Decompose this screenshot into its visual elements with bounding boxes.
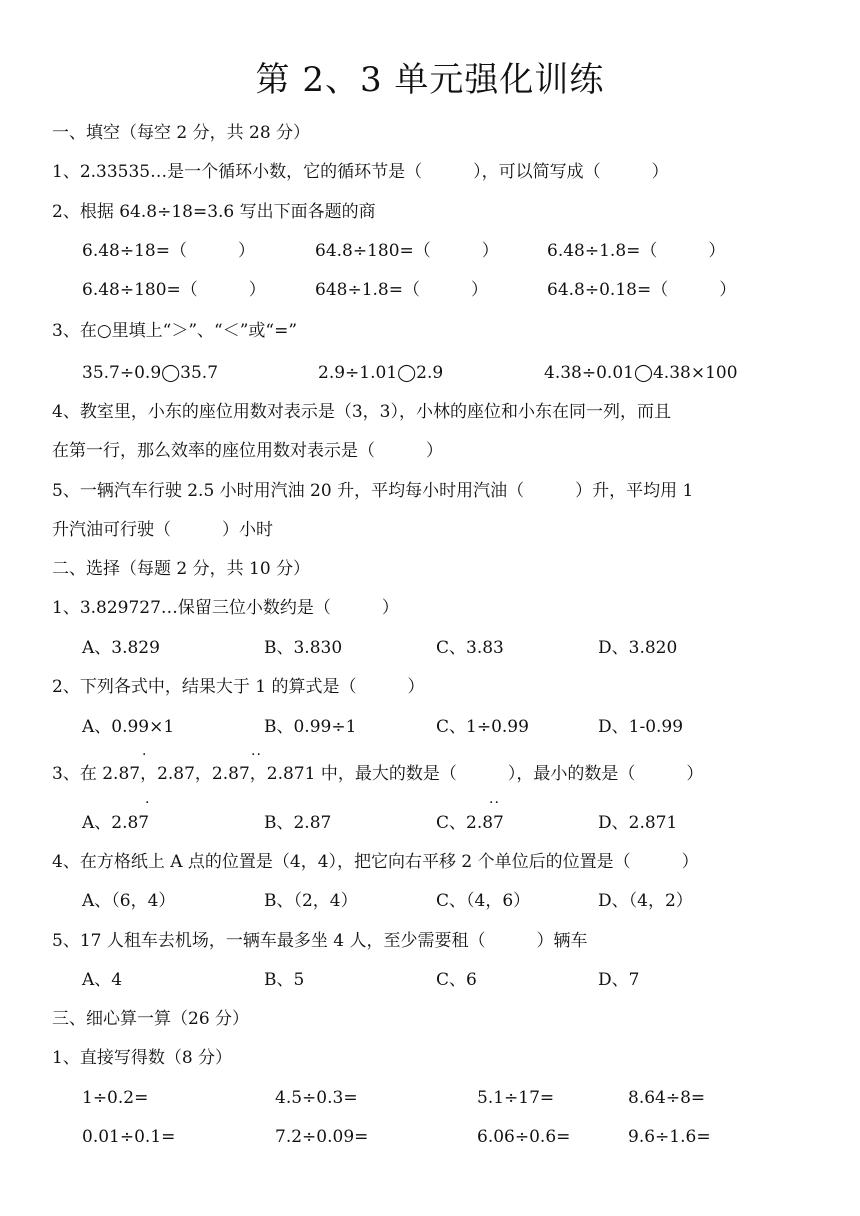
repeat-dot: ·: [145, 795, 151, 811]
fill-q5-line1: 5、一辆汽车行驶 2.5 小时用汽油 20 升，平均每小时用汽油（ ）升，平均用 1: [52, 481, 694, 501]
fill-q4-line2: 在第一行，那么效率的座位用数对表示是（ ）: [52, 441, 443, 461]
choice-option: C、6: [436, 970, 477, 990]
choice-option: B、3.830: [264, 638, 343, 658]
choice-option: B、0.99÷1: [264, 717, 357, 737]
choice-option: A、（6，4）: [82, 891, 176, 911]
compare-item: 35.7÷0.9◯35.7: [82, 363, 219, 383]
calc-item: 8.64÷8=: [628, 1088, 706, 1108]
choice-q3: 3、在 2.87，2.87，2.87，2.871 中，最大的数是（ ），最小的数是（ ）: [52, 764, 704, 784]
fill-q2: 2、根据 64.8÷18=3.6 写出下面各题的商: [52, 202, 376, 222]
choice-option: B、（2，4）: [264, 891, 358, 911]
choice-option: B、5: [264, 970, 305, 990]
fill-q3: 3、在○里填上“＞”、“＜”或“=”: [52, 321, 298, 341]
choice-q4: 4、在方格纸上 A 点的位置是（4，4），把它向右平移 2 个单位后的位置是（ ）: [52, 852, 699, 872]
repeat-dot: ·: [142, 747, 148, 763]
choice-option: D、7: [598, 970, 640, 990]
choice-option: D、1-0.99: [598, 717, 684, 737]
section-1-heading: 一、填空（每空 2 分，共 28 分）: [52, 123, 311, 143]
fill-q2-item: 6.48÷180=（ ）: [82, 280, 266, 300]
calc-item: 9.6÷1.6=: [628, 1127, 711, 1147]
choice-q5: 5、17 人租车去机场，一辆车最多坐 4 人，至少需要租（ ）辆车: [52, 931, 588, 951]
fill-q4-line1: 4、教室里，小东的座位用数对表示是（3，3），小林的座位和小东在同一列，而且: [52, 402, 671, 422]
fill-q2-item: 648÷1.8=（ ）: [315, 280, 488, 300]
calc-item: 7.2÷0.09=: [275, 1127, 369, 1147]
section-2-heading: 二、选择（每题 2 分，共 10 分）: [52, 559, 311, 579]
fill-q2-item: 6.48÷1.8=（ ）: [547, 241, 726, 261]
choice-q2: 2、下列各式中，结果大于 1 的算式是（ ）: [52, 677, 425, 697]
fill-q2-item: 64.8÷0.18=（ ）: [547, 280, 737, 300]
compare-item: 2.9÷1.01◯2.9: [318, 363, 444, 383]
calc-item: 1÷0.2=: [82, 1088, 149, 1108]
choice-option: A、3.829: [82, 638, 160, 658]
compare-item: 4.38÷0.01◯4.38×100: [544, 363, 738, 383]
choice-option: D、3.820: [598, 638, 678, 658]
choice-option: B、2.87: [264, 813, 332, 833]
choice-option: C、3.83: [436, 638, 504, 658]
choice-option: D、（4，2）: [598, 891, 693, 911]
repeat-dot: ··: [251, 747, 262, 763]
calc-item: 4.5÷0.3=: [275, 1088, 358, 1108]
fill-q1: 1、2.33535…是一个循环小数，它的循环节是（ ），可以简写成（ ）: [52, 162, 669, 182]
choice-option: D、2.871: [598, 813, 678, 833]
calc-item: 6.06÷0.6=: [477, 1127, 571, 1147]
calc-q1: 1、直接写得数（8 分）: [52, 1048, 233, 1068]
choice-option: A、0.99×1: [82, 717, 175, 737]
page-title: 第 2、3 单元强化训练: [255, 60, 605, 100]
fill-q2-item: 6.48÷18=（ ）: [82, 241, 255, 261]
calc-item: 5.1÷17=: [477, 1088, 555, 1108]
choice-option: C、1÷0.99: [436, 717, 529, 737]
fill-q5-line2: 升汽油可行驶（ ）小时: [52, 520, 273, 540]
choice-option: C、2.87: [436, 813, 504, 833]
choice-option: A、4: [82, 970, 123, 990]
fill-q2-item: 64.8÷180=（ ）: [315, 241, 499, 261]
choice-q1: 1、3.829727…保留三位小数约是（ ）: [52, 598, 399, 618]
calc-item: 0.01÷0.1=: [82, 1127, 176, 1147]
repeat-dot: ··: [489, 795, 500, 811]
choice-option: A、2.87: [82, 813, 150, 833]
section-3-heading: 三、细心算一算（26 分）: [52, 1009, 250, 1029]
choice-option: C、（4，6）: [436, 891, 531, 911]
